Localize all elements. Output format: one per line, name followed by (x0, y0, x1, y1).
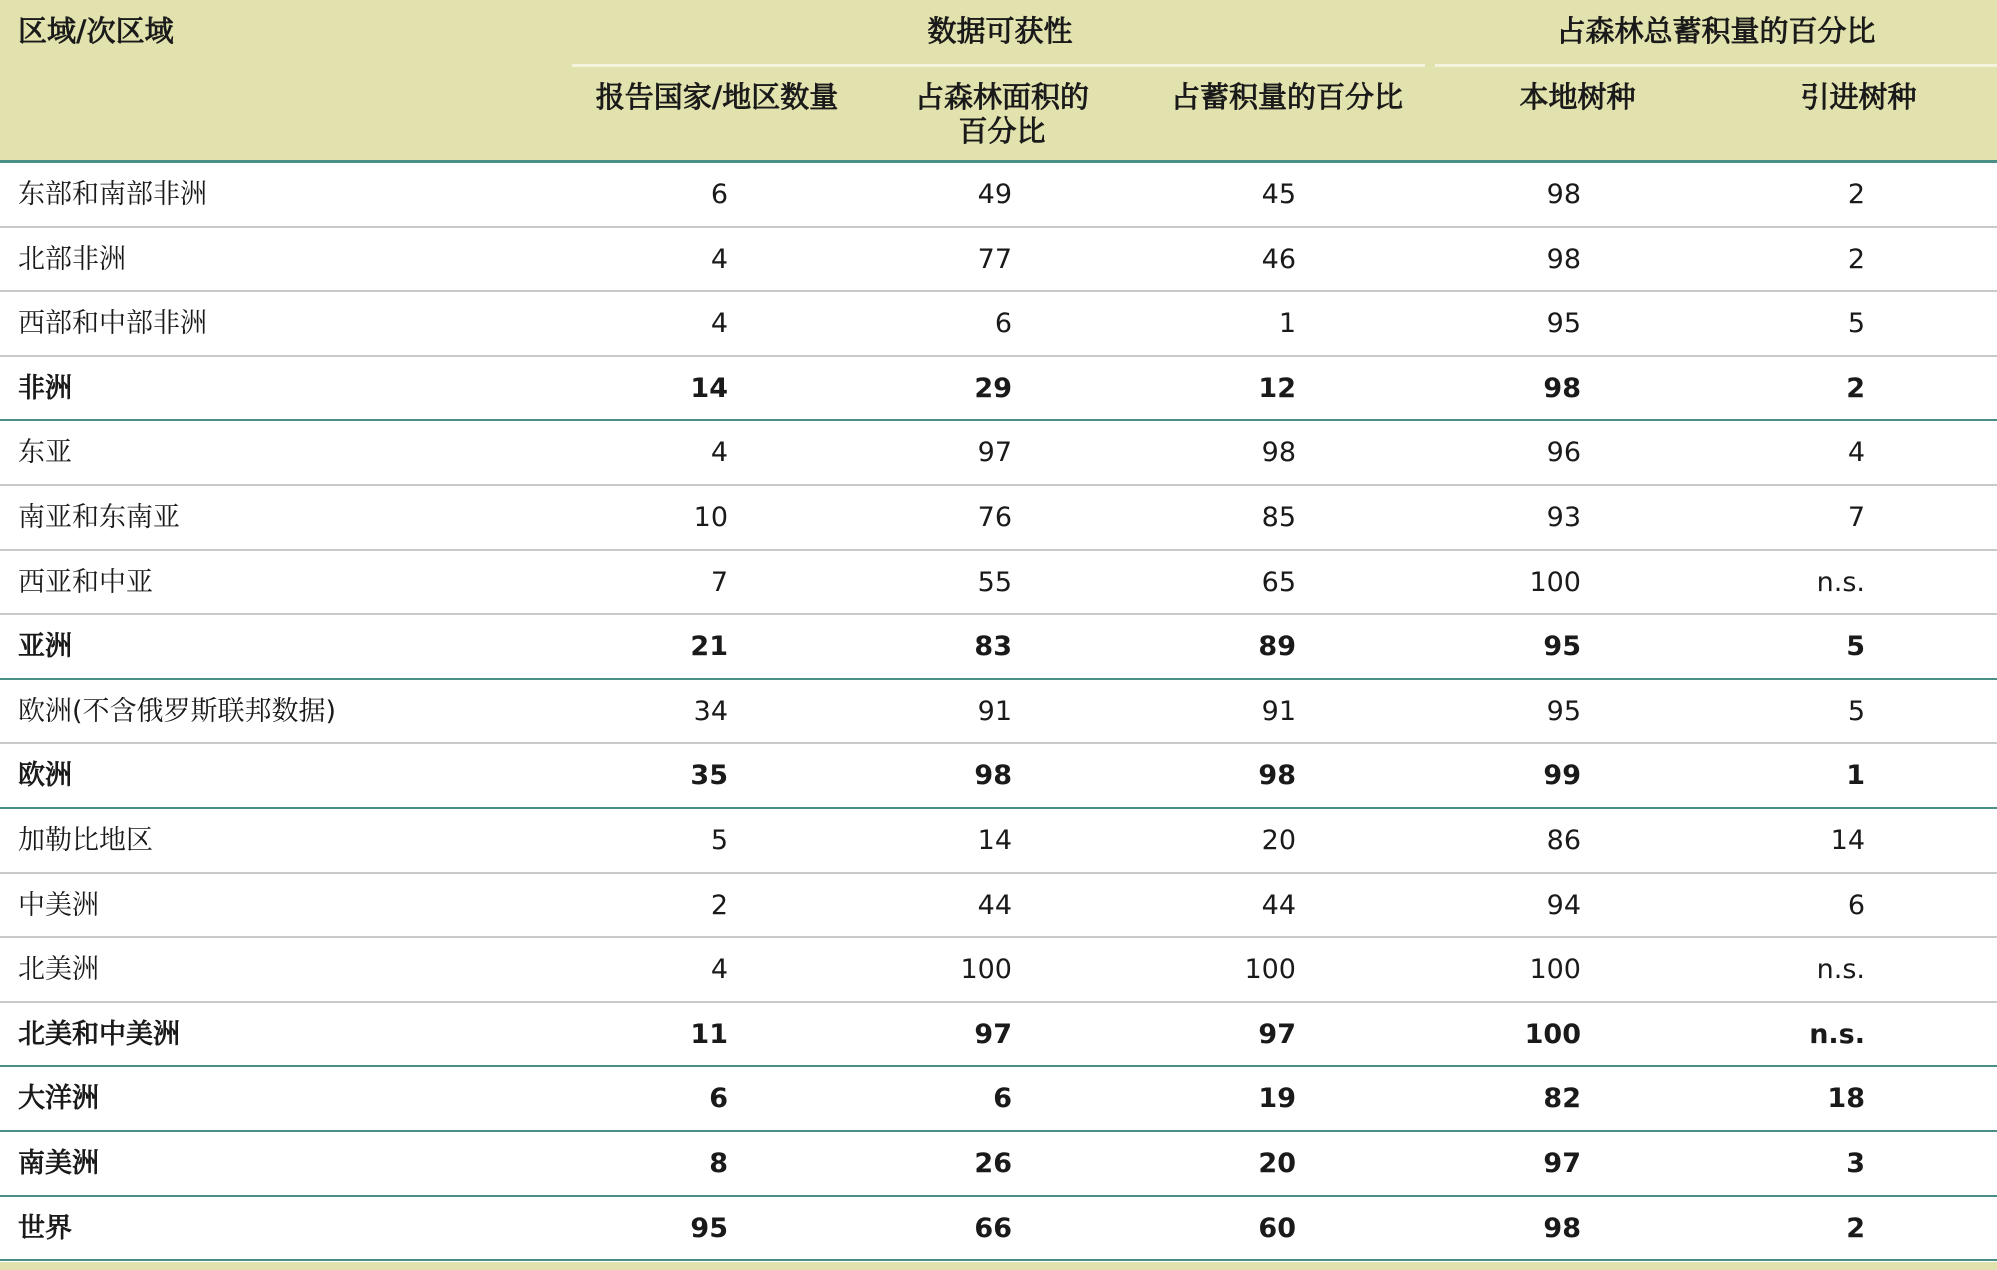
header-col-stock: 占蓄积量的百分比 (1170, 80, 1403, 114)
table-row-total (0, 744, 1997, 809)
cell-native-pct: 100 (1529, 566, 1581, 598)
cell-native-pct: 82 (1543, 1083, 1581, 1115)
cell-stock-pct: 98 (1258, 760, 1296, 792)
cell-introduced-pct: 2 (1846, 1212, 1865, 1244)
cell-native-pct: 99 (1543, 760, 1581, 792)
cell-countries: 10 (693, 501, 728, 533)
cell-stock-pct: 19 (1258, 1083, 1296, 1115)
cell-forest-area-pct: 100 (960, 954, 1012, 986)
cell-forest-area-pct: 6 (993, 1083, 1012, 1115)
header-region: 区域/次区域 (18, 14, 174, 48)
region-name: 东亚 (18, 437, 72, 469)
region-name: 加勒比地区 (18, 824, 153, 856)
cell-stock-pct: 85 (1261, 501, 1296, 533)
cell-forest-area-pct: 29 (974, 372, 1012, 404)
region-name: 世界 (18, 1212, 72, 1244)
cell-stock-pct: 89 (1258, 631, 1296, 663)
cell-forest-area-pct: 26 (974, 1147, 1012, 1179)
group-underline-stock-share (1435, 64, 1997, 67)
cell-forest-area-pct: 83 (974, 631, 1012, 663)
cell-introduced-pct: 2 (1847, 243, 1865, 275)
cell-native-pct: 100 (1524, 1018, 1581, 1050)
region-name: 东部和南部非洲 (18, 179, 207, 210)
cell-forest-area-pct: 49 (977, 179, 1012, 210)
cell-countries: 34 (693, 695, 728, 727)
region-name: 西部和中部非洲 (18, 308, 207, 340)
cell-stock-pct: 12 (1258, 372, 1296, 404)
cell-native-pct: 98 (1546, 179, 1581, 210)
cell-introduced-pct: 5 (1847, 695, 1865, 727)
cell-countries: 5 (710, 824, 728, 856)
cell-countries: 4 (710, 954, 728, 986)
cell-native-pct: 95 (1546, 308, 1581, 340)
cell-stock-pct: 20 (1258, 1147, 1296, 1179)
cell-stock-pct: 60 (1258, 1212, 1296, 1244)
cell-introduced-pct: n.s. (1816, 954, 1865, 986)
cell-native-pct: 96 (1546, 437, 1581, 469)
table-row (0, 228, 1997, 293)
region-name: 南亚和东南亚 (18, 501, 180, 533)
cell-stock-pct: 20 (1261, 824, 1296, 856)
header-col-forest-area-line1: 占森林面积的 (914, 80, 1089, 114)
header-col-forest-area (862, 80, 1142, 148)
region-name: 大洋洲 (18, 1083, 99, 1115)
cell-forest-area-pct: 98 (974, 760, 1012, 792)
table-row (0, 421, 1997, 486)
header-col-native: 本地树种 (1519, 80, 1636, 114)
cell-forest-area-pct: 14 (977, 824, 1012, 856)
cell-native-pct: 97 (1543, 1147, 1581, 1179)
cell-countries: 2 (710, 889, 728, 921)
table-row-total (0, 1067, 1997, 1132)
cell-introduced-pct: 7 (1847, 501, 1865, 533)
table-row-total (0, 357, 1997, 422)
table-row-total (0, 1132, 1997, 1197)
cell-introduced-pct: 4 (1847, 437, 1865, 469)
cell-introduced-pct: 14 (1830, 824, 1865, 856)
table-body (0, 163, 1997, 1261)
cell-introduced-pct: 2 (1847, 179, 1865, 210)
region-name: 欧洲(不含俄罗斯联邦数据) (18, 695, 337, 727)
group-underline-availability (572, 64, 1425, 67)
cell-stock-pct: 91 (1261, 695, 1296, 727)
cell-forest-area-pct: 55 (977, 566, 1012, 598)
cell-forest-area-pct: 91 (977, 695, 1012, 727)
cell-stock-pct: 97 (1258, 1018, 1296, 1050)
table-row (0, 163, 1997, 228)
table-row (0, 938, 1997, 1003)
cell-introduced-pct: n.s. (1809, 1018, 1865, 1050)
cell-introduced-pct: 3 (1846, 1147, 1865, 1179)
header-col-countries: 报告国家/地区数量 (595, 80, 839, 114)
cell-stock-pct: 1 (1278, 308, 1296, 340)
cell-stock-pct: 45 (1261, 179, 1296, 210)
cell-introduced-pct: 6 (1847, 889, 1865, 921)
cell-forest-area-pct: 76 (977, 501, 1012, 533)
cell-introduced-pct: n.s. (1816, 566, 1865, 598)
header-group-availability: 数据可获性 (927, 14, 1073, 48)
table-row-total (0, 1003, 1997, 1068)
table-row (0, 874, 1997, 939)
cell-countries: 8 (709, 1147, 728, 1179)
table-row (0, 292, 1997, 357)
cell-native-pct: 86 (1546, 824, 1581, 856)
region-name: 北部非洲 (18, 243, 126, 275)
footer-band (0, 1262, 1997, 1270)
cell-native-pct: 98 (1543, 1212, 1581, 1244)
cell-stock-pct: 46 (1261, 243, 1296, 275)
cell-introduced-pct: 5 (1846, 631, 1865, 663)
cell-native-pct: 95 (1546, 695, 1581, 727)
cell-countries: 95 (690, 1212, 728, 1244)
table-row (0, 809, 1997, 874)
cell-countries: 21 (690, 631, 728, 663)
cell-stock-pct: 44 (1261, 889, 1296, 921)
cell-native-pct: 93 (1546, 501, 1581, 533)
cell-countries: 6 (709, 1083, 728, 1115)
cell-countries: 4 (710, 308, 728, 340)
header-group-stock-share: 占森林总蓄积量的百分比 (1556, 14, 1876, 48)
header-col-introduced: 引进树种 (1800, 80, 1917, 114)
region-name: 欧洲 (18, 760, 72, 792)
region-name: 北美洲 (18, 954, 99, 986)
cell-native-pct: 100 (1529, 954, 1581, 986)
cell-countries: 4 (710, 437, 728, 469)
cell-forest-area-pct: 6 (994, 308, 1012, 340)
cell-native-pct: 98 (1546, 243, 1581, 275)
header-col-forest-area-line2: 百分比 (958, 114, 1046, 148)
cell-stock-pct: 98 (1261, 437, 1296, 469)
table-row (0, 486, 1997, 551)
cell-countries: 6 (710, 179, 728, 210)
table-row-total (0, 615, 1997, 680)
cell-introduced-pct: 5 (1847, 308, 1865, 340)
region-name: 南美洲 (18, 1147, 99, 1179)
cell-countries: 11 (690, 1018, 728, 1050)
cell-forest-area-pct: 66 (974, 1212, 1012, 1244)
region-name: 西亚和中亚 (18, 566, 153, 598)
table-row-total (0, 1197, 1997, 1262)
cell-forest-area-pct: 97 (977, 437, 1012, 469)
cell-forest-area-pct: 77 (977, 243, 1012, 275)
region-name: 中美洲 (18, 889, 99, 921)
cell-countries: 4 (710, 243, 728, 275)
cell-forest-area-pct: 44 (977, 889, 1012, 921)
cell-forest-area-pct: 97 (974, 1018, 1012, 1050)
cell-introduced-pct: 1 (1846, 760, 1865, 792)
cell-native-pct: 94 (1546, 889, 1581, 921)
cell-stock-pct: 65 (1261, 566, 1296, 598)
region-name: 亚洲 (18, 631, 72, 663)
table-row (0, 680, 1997, 745)
region-name: 北美和中美洲 (18, 1018, 180, 1050)
cell-stock-pct: 100 (1244, 954, 1296, 986)
table-header (0, 0, 1997, 162)
cell-introduced-pct: 2 (1846, 372, 1865, 404)
region-name: 非洲 (18, 372, 72, 404)
cell-native-pct: 95 (1543, 631, 1581, 663)
cell-native-pct: 98 (1543, 372, 1581, 404)
table-row (0, 551, 1997, 616)
cell-countries: 14 (690, 372, 728, 404)
cell-countries: 7 (710, 566, 728, 598)
cell-introduced-pct: 18 (1827, 1083, 1865, 1115)
cell-countries: 35 (690, 760, 728, 792)
